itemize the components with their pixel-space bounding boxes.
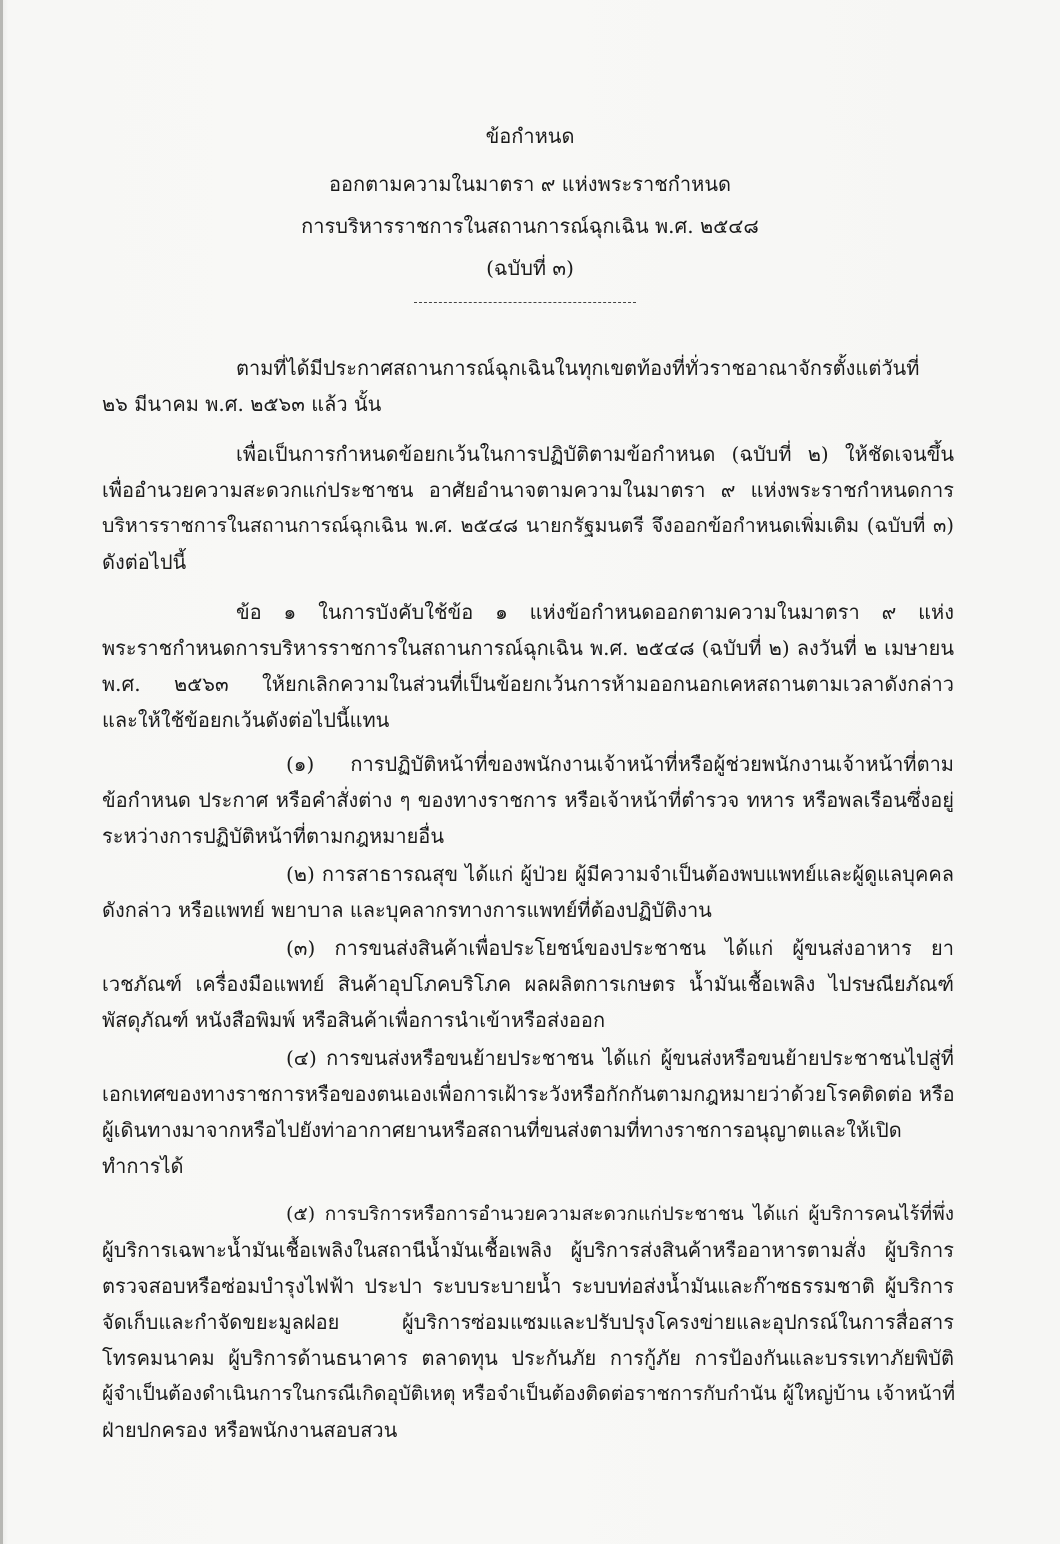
text-line: ข้อกำหนด ประกาศ หรือคำสั่งต่าง ๆ ของทางราชการ หรือเจ้าหน้าที่ตำรวจ ทหาร หรือพลเรือนซึ่งอยู่ — [102, 788, 954, 812]
text-line: ดังกล่าว หรือแพทย์ พยาบาล และบุคลากรทางการแพทย์ที่ต้องปฏิบัติงาน — [102, 898, 712, 922]
text-line: ทำการได้ — [102, 1154, 184, 1178]
doc-subtitle-line-1: ออกตามความในมาตรา ๙ แห่งพระราชกำหนด — [329, 172, 731, 196]
text-line: (๓) การขนส่งสินค้าเพื่อประโยชน์ของประชาชน ได้แก่ ผู้ขนส่งอาหาร ยา — [286, 936, 954, 960]
exception-item-5 — [102, 1196, 954, 1448]
exception-item-3 — [102, 930, 954, 1038]
text-line: และให้ใช้ข้อยกเว้นดังต่อไปนี้แทน — [102, 708, 390, 732]
preamble-paragraph-2 — [102, 436, 954, 580]
text-line: พัสดุภัณฑ์ หนังสือพิมพ์ หรือสินค้าเพื่อการนำเข้าหรือส่งออก — [102, 1008, 606, 1032]
text-line: ตามที่ได้มีประกาศสถานการณ์ฉุกเฉินในทุกเขตท้องที่ทั่วราชอาณาจักรตั้งแต่วันที่ — [236, 356, 920, 380]
exception-item-4 — [102, 1040, 954, 1184]
text-line: ตรวจสอบหรือซ่อมบำรุงไฟฟ้า ประปา ระบบระบายน้ำ ระบบท่อส่งน้ำมันและก๊าซธรรมชาติ ผู้บริการ — [102, 1274, 954, 1298]
doc-title: ข้อกำหนด — [485, 124, 575, 148]
text-line: บริหารราชการในสถานการณ์ฉุกเฉิน พ.ศ. ๒๕๔๘ นายกรัฐมนตรี จึงออกข้อกำหนดเพิ่มเติม (ฉบับที่ ๓) — [102, 514, 954, 537]
clause-1-paragraph — [102, 594, 954, 738]
exception-item-2 — [102, 856, 954, 928]
text-line: เพื่อเป็นการกำหนดข้อยกเว้นในการปฏิบัติตามข้อกำหนด (ฉบับที่ ๒) ให้ชัดเจนขึ้น — [236, 442, 954, 466]
preamble-paragraph-1 — [102, 350, 954, 422]
text-line: (๑) การปฏิบัติหน้าที่ของพนักงานเจ้าหน้าที่หรือผู้ช่วยพนักงานเจ้าหน้าที่ตาม — [286, 752, 954, 776]
text-line: ผู้เดินทางมาจากหรือไปยังท่าอากาศยานหรือสถานที่ขนส่งตามที่ทางราชการอนุญาตและให้เปิด — [102, 1118, 902, 1142]
text-line: ระหว่างการปฏิบัติหน้าที่ตามกฎหมายอื่น — [102, 824, 444, 848]
text-line: เวชภัณฑ์ เครื่องมือแพทย์ สินค้าอุปโภคบริโภค ผลผลิตการเกษตร น้ำมันเชื้อเพลิง ไปรษณียภัณฑ์ — [102, 972, 954, 996]
text-line: ดังต่อไปนี้ — [102, 550, 187, 574]
text-line: ผู้บริการเฉพาะน้ำมันเชื้อเพลิงในสถานีน้ำมันเชื้อเพลิง ผู้บริการส่งสินค้าหรืออาหารตามสั่ง ผู้บริการ — [102, 1238, 954, 1262]
doc-issue-number: (ฉบับที่ ๓) — [486, 256, 574, 280]
exception-item-1 — [102, 746, 954, 854]
text-line: โทรคมนาคม ผู้บริการด้านธนาคาร ตลาดทุน ประกันภัย การกู้ภัย การป้องกันและบรรเทาภัยพิบัติ — [102, 1346, 954, 1370]
text-line: เพื่ออำนวยความสะดวกแก่ประชาชน อาศัยอำนาจตามความในมาตรา ๙ แห่งพระราชกำหนดการ — [102, 478, 954, 502]
doc-subtitle-line-2: การบริหารราชการในสถานการณ์ฉุกเฉิน พ.ศ. ๒๕๔๘ — [301, 214, 759, 238]
text-line: ผู้จำเป็นต้องดำเนินการในกรณีเกิดอุบัติเหตุ หรือจำเป็นต้องติดต่อราชการกับกำนัน ผู้ใหญ่บ้าน เจ้าหน้าที่ — [102, 1382, 956, 1405]
text-line: ฝ่ายปกครอง หรือพนักงานสอบสวน — [102, 1418, 398, 1442]
text-line: (๒) การสาธารณสุข ได้แก่ ผู้ป่วย ผู้มีความจำเป็นต้องพบแพทย์และผู้ดูแลบุคคล — [286, 862, 954, 886]
text-line: ข้อ ๑ ในการบังคับใช้ข้อ ๑ แห่งข้อกำหนดออกตามความในมาตรา ๙ แห่ง — [236, 600, 954, 624]
text-line: พระราชกำหนดการบริหารราชการในสถานการณ์ฉุกเฉิน พ.ศ. ๒๕๔๘ (ฉบับที่ ๒) ลงวันที่ ๒ เมษายน — [102, 636, 954, 660]
text-line: ๒๖ มีนาคม พ.ศ. ๒๕๖๓ แล้ว นั้น — [102, 392, 382, 416]
title-divider — [414, 302, 636, 303]
text-line: (๔) การขนส่งหรือขนย้ายประชาชน ได้แก่ ผู้ขนส่งหรือขนย้ายประชาชนไปสู่ที่ — [286, 1046, 954, 1070]
text-line: จัดเก็บและกำจัดขยะมูลฝอย ผู้บริการซ่อมแซมและปรับปรุงโครงข่ายและอุปกรณ์ในการสื่อสาร — [102, 1310, 954, 1334]
text-line: พ.ศ. ๒๕๖๓ ให้ยกเลิกความในส่วนที่เป็นข้อยกเว้นการห้ามออกนอกเคหสถานตามเวลาดังกล่าว — [102, 672, 954, 696]
text-line: (๕) การบริการหรือการอำนวยความสะดวกแก่ประชาชน ได้แก่ ผู้บริการคนไร้ที่พึ่ง — [286, 1203, 954, 1225]
text-line: เอกเทศของทางราชการหรือของตนเองเพื่อการเฝ้าระวังหรือกักกันตามกฎหมายว่าด้วยโรคติดต่อ หรือ — [102, 1082, 955, 1106]
